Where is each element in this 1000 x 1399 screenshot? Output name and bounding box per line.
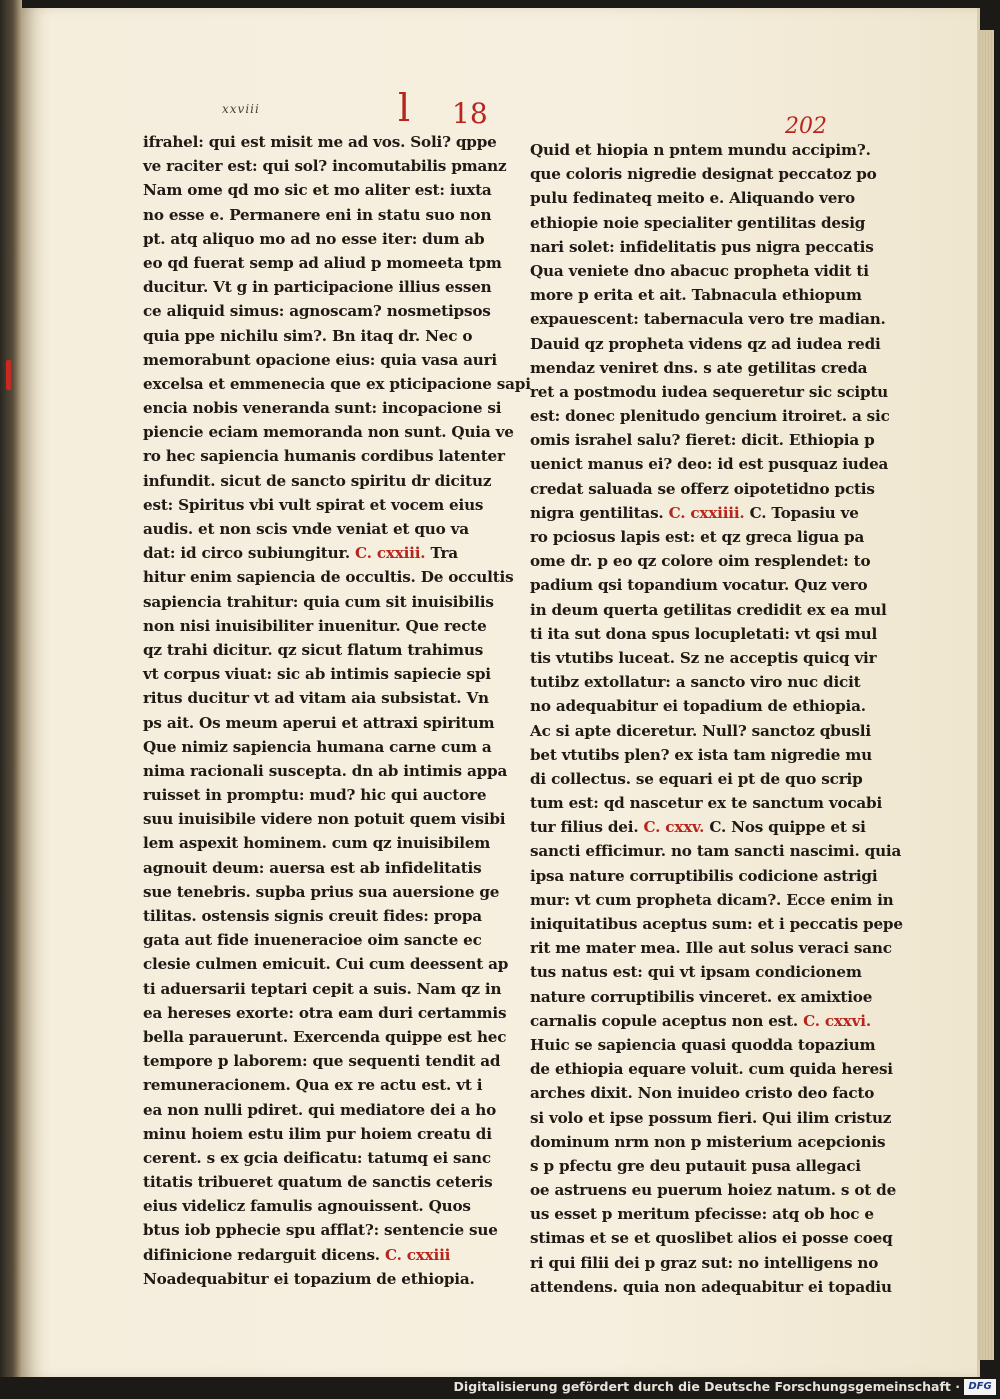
text-line: difinicione redarguit dicens. C. cxxiii [143,1245,451,1264]
text-line: tus natus est: qui vt ipsam condicionem [530,963,862,982]
text-line: Huic se sapiencia quasi quodda topazium [530,1035,876,1054]
text-line: mendaz veniret dns. s ate getilitas creda [530,358,868,377]
text-line: oe astruens eu puerum hoiez natum. s ot de [530,1181,897,1200]
text-line: di collectus. se equari ei pt de quo scrip [530,769,863,788]
page-edges [978,30,994,1360]
text-line: us esset p meritum pfecisse: atq ob hoc e [530,1205,874,1224]
text-line: s p pfectu gre deu putauit pusa allegaci [530,1156,861,1175]
text-line: ti aduersarii teptari cepit a suis. Nam qz in [143,979,502,998]
text-line: hitur enim sapiencia de occultis. De occultis [143,568,514,587]
text-line: ea non nulli pdiret. qui mediatore dei a ho [143,1100,497,1119]
text-line: ro pciosus lapis est: et qz greca ligua pa [530,528,865,546]
text-line: est: donec plenitudo gencium itroiret. a sic [530,407,890,426]
text-line: Qua veniete dno abacuc propheta vidit ti [530,261,869,280]
text-line: padium qsi topandium vocatur. Quz vero [530,576,868,595]
text-line: stimas et se et quoslibet alios ei posse coeq [530,1229,893,1248]
text-line: minu hoiem estu ilim pur hoiem creatu di [143,1124,492,1143]
text-line: ea hereses exorte: otra eam duri certammis [143,1003,507,1022]
text-line: ce aliquid simus: agnoscam? nosmetipsos [143,302,491,321]
text-line: no adequabitur ei topadium de ethiopia. [530,697,866,716]
text-line: piencie eciam memoranda non sunt. Quia ve [143,423,514,442]
text-line: btus iob pphecie spu afflat?: sentencie sue [143,1221,498,1240]
text-line: sue tenebris. supba prius sua auersione ge [143,882,500,901]
text-line: bella parauerunt. Exercenda quippe est hec [143,1027,507,1046]
text-line: no esse e. Permanere eni in statu suo non [143,205,492,224]
text-line: suu inuisibile videre non potuit quem visibi [143,810,506,829]
text-line: sancti efficimur. no tam sancti nascimi. quia [530,842,902,861]
text-line: tur filius dei. C. cxxv. C. Nos quippe et si [530,818,866,837]
text-line: attendens. quia non adequabitur ei topadiu [530,1277,892,1296]
text-line: ri qui filii dei p graz sut: no intelligens no [530,1253,879,1272]
text-line: est: Spiritus vbi vult spirat et vocem eius [143,495,484,514]
text-line: iniquitatibus aceptus sum: et i peccatis pepe [530,915,903,933]
text-line: nari solet: infidelitatis pus nigra peccatis [530,237,874,256]
text-line: quia ppe nichilu sim?. Bn itaq dr. Nec o [143,326,473,345]
text-line: infundit. sicut de sancto spiritu dr dicituz [143,471,492,490]
margin-red-mark [6,360,11,390]
text-line: pulu fedinateq meito e. Aliquando vero [530,189,855,208]
text-line: qz trahi dicitur. qz sicut flatum trahimus [143,640,484,659]
text-line: arches dixit. Non inuideo cristo deo facto [530,1084,875,1103]
text-line: nigra gentilitas. C. cxxiiii. C. Topasiu ve [530,503,859,522]
footer-bar [0,1377,1000,1399]
text-line: Noadequabitur ei topazium de ethiopia. [143,1269,475,1288]
text-line: expauescent: tabernacula vero tre madian. [530,310,886,329]
text-line: lem aspexit hominem. cum qz inuisibilem [143,834,491,853]
page-number: 202 [785,114,827,139]
text-line: dat: id circo subiungitur. C. cxxiii. Tra [143,544,458,563]
text-line: remuneracionem. Qua ex re actu est. vt i [143,1076,483,1095]
text-line: que coloris nigredie designat peccatoz po [530,165,877,184]
text-line: tis vtutibs luceat. Sz ne acceptis quicq vir [530,648,877,667]
text-line: ruisset in promptu: mud? hic qui auctore [143,786,487,805]
text-line: ethiopie noie specialiter gentilitas desig [530,213,866,232]
text-line: tempore p laborem: que sequenti tendit ad [143,1052,501,1071]
text-line: excelsa et emmenecia que ex pticipacione sapi [143,374,531,393]
text-line: rit me mater mea. Ille aut solus veraci sanc [530,939,892,958]
text-line: ve raciter est: qui sol? incomutabilis pmanz [143,157,507,176]
text-line: ducitur. Vt g in participacione illius essen [143,278,492,297]
text-line: ret a postmodu iudea sequeretur sic sciptu [530,382,889,401]
text-line: audis. et non scis vnde veniat et quo va [143,520,469,538]
text-line: ti ita sut dona spus locupletati: vt qsi mul [530,624,878,643]
text-line: dominum nrm non p misterium acepcionis [530,1132,886,1151]
text-line: pt. atq aliquo mo ad no esse iter: dum ab [143,229,485,248]
text-line: titatis tribueret quatum de sanctis ceteris [143,1173,493,1192]
text-line: ritus ducitur vt ad vitam aia subsistat. Vn [143,689,489,708]
text-line: eius videlicz famulis agnouissent. Quos [143,1197,471,1216]
text-line: gata aut fide inueneracioe oim sancte ec [143,931,482,950]
text-line: more p erita et ait. Tabnacula ethiopum [530,286,862,305]
text-line: clesie culmen emicuit. Cui cum deessent ap [143,955,509,974]
text-column-right [530,138,903,1296]
text-line: memorabunt opacione eius: quia vasa auri [143,350,497,369]
dfg-logo: DFG [964,1379,996,1395]
text-line: ro hec sapiencia humanis cordibus latenter [143,447,505,466]
text-line: bet vtutibs plen? ex ista tam nigredie mu [530,745,873,764]
text-line: uenict manus ei? deo: id est pusquaz iudea [530,455,889,474]
text-line: eo qd fuerat semp ad aliud p momeeta tpm [143,253,502,272]
text-line: nature corruptibilis vinceret. ex amixtioe [530,987,873,1006]
text-line: Ac si apte diceretur. Null? sanctoz qbusli [530,721,871,740]
text-line: ps ait. Os meum aperui et attraxi spiritum [143,713,495,732]
text-line: tilitas. ostensis signis creuit fides: propa [143,907,482,925]
text-line: cerent. s ex gcia deificatu: tatumq ei sanc [143,1148,491,1167]
text-line: credat saluada se offerz oipotetidno pctis [530,479,875,498]
text-line: tutibz extollatur: a sancto viro nuc dicit [530,673,861,692]
text-line: Quid et hiopia n pntem mundu accipim?. [530,141,871,159]
binding-shadow [0,0,22,1399]
text-line: sapiencia trahitur: quia cum sit inuisibilis [143,592,494,611]
text-line: ifrahel: qui est misit me ad vos. Soli? qppe [143,133,497,151]
text-line: agnouit deum: auersa est ab infidelitatis [143,858,482,877]
header-gloss: xxviii [222,102,260,116]
text-line: ipsa nature corruptibilis codicione astrigi [530,866,878,885]
text-line: nima racionali suscepta. dn ab intimis appa [143,761,508,780]
text-line: de ethiopia equare voluit. cum quida heresi [530,1060,893,1079]
text-line: Que nimiz sapiencia humana carne cum a [143,737,492,756]
text-line: omis israhel salu? fieret: dicit. Ethiopia p [530,431,875,450]
text-column-left [143,130,531,1288]
text-line: ome dr. p eo qz colore oim resplendet: to [530,552,871,571]
text-line: si volo et ipse possum fieri. Qui ilim cristuz [530,1108,892,1127]
text-line: non nisi inuisibiliter inuenitur. Que recte [143,616,487,635]
header-red-l: l [398,86,411,130]
text-line: vt corpus viuat: sic ab intimis sapiecie spi [143,665,491,684]
text-line: encia nobis veneranda sunt: incopacione si [143,399,502,418]
text-line: tum est: qd nascetur ex te sanctum vocabi [530,794,883,813]
text-line: carnalis copule aceptus non est. C. cxxvi. [530,1011,871,1030]
text-line: mur: vt cum propheta dicam?. Ecce enim in [530,890,894,909]
footer-credit: Digitalisierung gefördert durch die Deutsche Forschungsgemeinschaft · [453,1379,960,1394]
text-line: Nam ome qd mo sic et mo aliter est: iuxta [143,181,492,200]
text-line: in deum querta getilitas credidit ex ea mul [530,600,887,619]
header-red-18: 18 [452,97,488,130]
text-line: Dauid qz propheta videns qz ad iudea redi [530,334,881,353]
